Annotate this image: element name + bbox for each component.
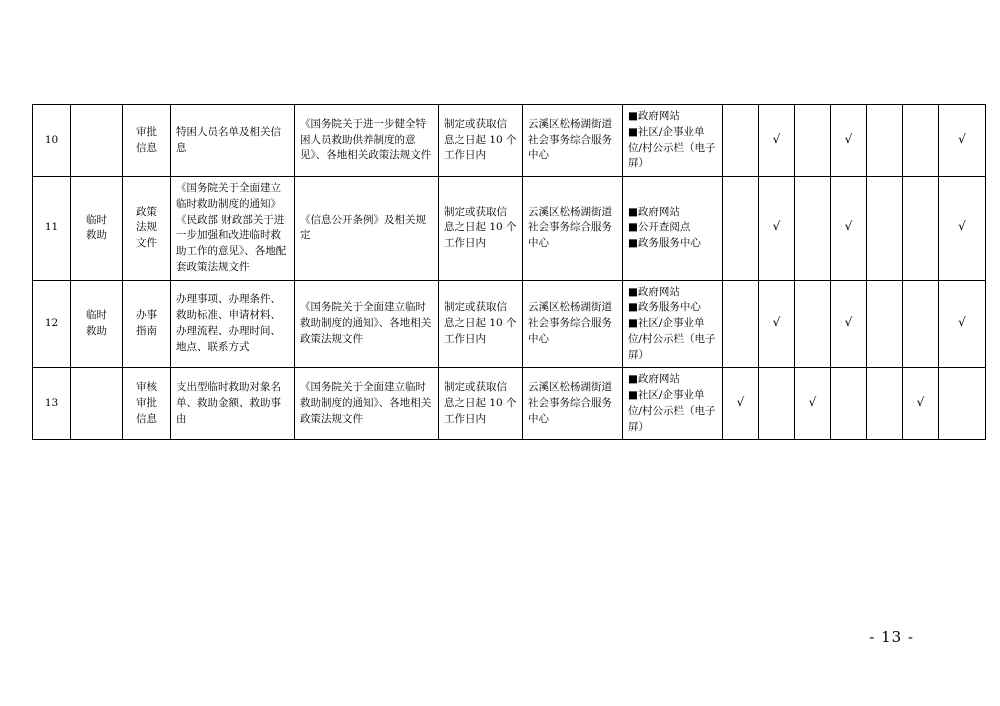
cell-checkbox-empty — [723, 177, 759, 281]
cell-index: 11 — [33, 177, 71, 281]
check-icon: √ — [772, 219, 781, 234]
cell-checkmark — [759, 280, 795, 368]
cell-organ: 云溪区松杨湖街道社会事务综合服务中心 — [523, 177, 623, 281]
cell-basis: 《信息公开条例》及相关规定 — [295, 177, 439, 281]
cell-subitem: 政策 法规 文件 — [123, 177, 171, 281]
check-icon: √ — [958, 219, 966, 234]
table-row — [33, 368, 986, 440]
cell-basis: 《国务院关于全面建立临时救助制度的通知》、各地相关政策法规文件 — [295, 280, 439, 368]
cell-category: 临时 救助 — [71, 177, 123, 281]
cell-checkbox-empty — [795, 280, 831, 368]
cell-time-limit: 制定或获取信息之日起 10 个工作日内 — [439, 105, 523, 177]
cell-checkbox-empty — [867, 105, 903, 177]
cell-organ: 云溪区松杨湖街道社会事务综合服务中心 — [523, 368, 623, 440]
cell-index: 13 — [33, 368, 71, 440]
cell-checkmark — [831, 177, 867, 281]
cell-checkmark — [795, 368, 831, 440]
check-icon: √ — [958, 315, 966, 329]
table-body — [33, 105, 986, 440]
check-icon: √ — [772, 315, 781, 329]
channel-item: ■社区/企事业单位/村公示栏（电子屏） — [628, 317, 716, 361]
cell-subitem: 审批 信息 — [123, 105, 171, 177]
check-icon: √ — [916, 394, 925, 409]
cell-checkbox-empty — [903, 105, 939, 177]
cell-checkmark — [903, 368, 939, 440]
cell-index: 10 — [33, 105, 71, 177]
channel-item: ■公开查阅点 — [628, 221, 691, 234]
disclosure-table — [32, 104, 986, 440]
cell-channels — [623, 177, 723, 281]
cell-checkbox-empty — [903, 280, 939, 368]
check-icon: √ — [844, 131, 853, 146]
cell-subitem: 审核 审批 信息 — [123, 368, 171, 440]
check-icon: √ — [808, 394, 817, 409]
cell-checkmark — [723, 368, 759, 440]
channel-item: ■社区/企事业单位/村公示栏（电子屏） — [628, 125, 716, 170]
table-row — [33, 280, 986, 368]
cell-time-limit: 制定或获取信息之日起 10 个工作日内 — [439, 368, 523, 440]
channel-item: ■政务服务中心 — [628, 301, 701, 314]
cell-channels — [623, 368, 723, 440]
channel-item: ■政府网站 — [628, 285, 680, 298]
check-icon: √ — [844, 219, 853, 234]
page-number: - 13 - — [869, 628, 914, 646]
cell-content: 《国务院关于全面建立临时救助制度的通知》《民政部 财政部关于进一步加强和改进临时救助工作的意见》、各地配套政策法规文件 — [171, 177, 295, 281]
cell-subitem: 办事 指南 — [123, 280, 171, 368]
channel-item: ■社区/企事业单位/村公示栏（电子屏） — [628, 389, 716, 433]
cell-checkbox-empty — [867, 280, 903, 368]
channel-item: ■政府网站 — [628, 205, 680, 218]
cell-content: 支出型临时救助对象名单、救助金额、救助事由 — [171, 368, 295, 440]
check-icon: √ — [772, 131, 781, 146]
cell-organ: 云溪区松杨湖街道社会事务综合服务中心 — [523, 280, 623, 368]
check-icon: √ — [844, 315, 853, 329]
cell-checkbox-empty — [795, 105, 831, 177]
cell-checkbox-empty — [867, 177, 903, 281]
cell-index: 12 — [33, 280, 71, 368]
cell-checkbox-empty — [903, 177, 939, 281]
cell-checkbox-empty — [759, 368, 795, 440]
table-row — [33, 105, 986, 177]
cell-checkbox-empty — [867, 368, 903, 440]
cell-time-limit: 制定或获取信息之日起 10 个工作日内 — [439, 177, 523, 281]
cell-checkmark — [759, 177, 795, 281]
channel-item: ■政府网站 — [628, 110, 680, 122]
cell-checkbox-empty — [723, 280, 759, 368]
cell-category — [71, 105, 123, 177]
cell-basis: 《国务院关于进一步健全特困人员救助供养制度的意见》、各地相关政策法规文件 — [295, 105, 439, 177]
cell-checkmark — [759, 105, 795, 177]
cell-category — [71, 368, 123, 440]
check-icon: √ — [736, 394, 745, 409]
cell-content: 特困人员名单及相关信息 — [171, 105, 295, 177]
cell-channels — [623, 280, 723, 368]
cell-checkmark — [939, 177, 986, 281]
check-icon: √ — [958, 131, 966, 146]
cell-checkbox-empty — [723, 105, 759, 177]
cell-checkbox-empty — [939, 368, 986, 440]
channel-item: ■政府网站 — [628, 373, 680, 386]
cell-category: 临时 救助 — [71, 280, 123, 368]
cell-checkmark — [939, 280, 986, 368]
cell-channels — [623, 105, 723, 177]
cell-time-limit: 制定或获取信息之日起 10 个工作日内 — [439, 280, 523, 368]
cell-checkmark — [831, 280, 867, 368]
channel-item: ■政务服务中心 — [628, 237, 701, 250]
cell-content: 办理事项、办理条件、救助标准、申请材料、办理流程、办理时间、地点、联系方式 — [171, 280, 295, 368]
cell-organ: 云溪区松杨湖街道社会事务综合服务中心 — [523, 105, 623, 177]
cell-basis: 《国务院关于全面建立临时救助制度的通知》、各地相关政策法规文件 — [295, 368, 439, 440]
cell-checkbox-empty — [831, 368, 867, 440]
cell-checkbox-empty — [795, 177, 831, 281]
table-row — [33, 177, 986, 281]
cell-checkmark — [939, 105, 986, 177]
cell-checkmark — [831, 105, 867, 177]
